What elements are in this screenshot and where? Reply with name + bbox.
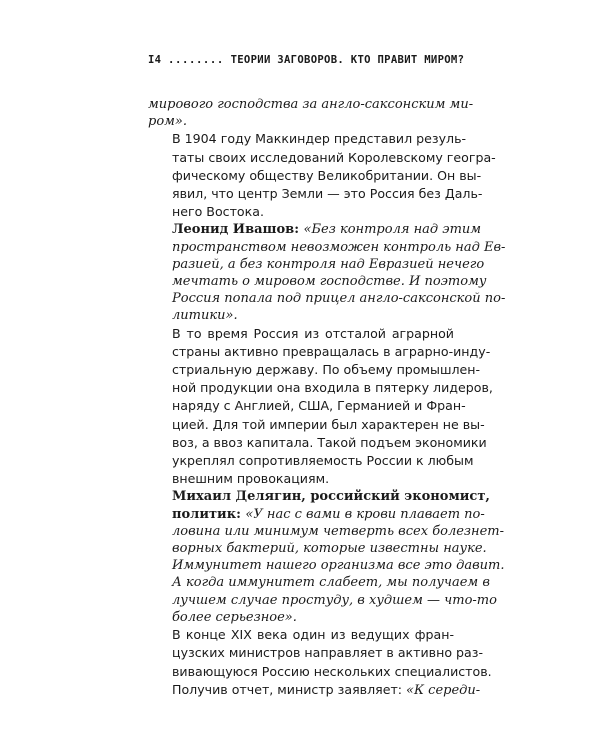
text-line (148, 592, 497, 609)
text-line (148, 307, 454, 324)
text-line (148, 273, 487, 290)
quote-text: ром». (148, 114, 188, 130)
text-line (148, 203, 454, 221)
body-run: внешним провокациям. (172, 471, 330, 487)
quote-text: мирового господства за англо-саксонским ми- (148, 97, 474, 112)
paragraph (148, 221, 506, 324)
body-run: В конце XIX века один из ведущих фран- (172, 627, 454, 643)
text-line (148, 167, 482, 185)
paragraph (148, 130, 496, 221)
body-run: наряду с Англией, США, Германией и Фран- (172, 398, 466, 414)
text-line (148, 452, 474, 470)
text-line (148, 290, 506, 307)
body-run: страны активно превращалась в аграрно-инду- (172, 343, 491, 359)
text-line (148, 470, 454, 488)
text-line (148, 434, 487, 452)
body-run: воз, а ввоз капитала. Такой подъем экономики (172, 434, 487, 450)
text-line (148, 506, 485, 523)
body-run: В 1904 году Маккиндер представил резуль- (172, 131, 467, 147)
text-line (148, 416, 485, 434)
body-run: явил, что центр Земли — это Россия без Даль- (172, 186, 483, 202)
text-line (148, 663, 492, 681)
text-line (148, 96, 474, 113)
text-line (148, 681, 481, 699)
text-line (148, 609, 454, 626)
text-line (148, 239, 506, 256)
page-number: I4 (148, 54, 162, 66)
body-run: стриальную державу. По объему промышлен- (172, 362, 481, 378)
text-line (148, 574, 490, 591)
text-line (148, 379, 493, 397)
paragraph (148, 488, 505, 626)
text-line (148, 256, 485, 273)
body-run: вивающуюся Россию нескольких специалистов. (172, 663, 492, 679)
paragraph (148, 96, 474, 130)
text-line (148, 488, 490, 505)
quote-text: мечтать о мировом господстве. И поэтому (172, 274, 487, 290)
body-run: В то время Россия из отсталой аграрной (172, 325, 454, 341)
paragraph (148, 325, 493, 489)
quote-text: «У нас с вами в крови плавает по- (245, 506, 485, 522)
text-line (148, 361, 481, 379)
quote-text: «К середи- (406, 682, 481, 698)
quote-text: А когда иммунитет слабеет, мы получаем в (172, 575, 490, 591)
text-line (148, 130, 467, 148)
text-line (148, 149, 496, 167)
speaker-name: политик: (172, 506, 246, 522)
body-run: ной продукции она входила в пятерку лидеров, (172, 380, 493, 396)
quote-text: ворных бактерий, которые известны науке. (172, 541, 487, 557)
speaker-name: Михаил Делягин, российский экономист, (172, 489, 490, 505)
text-line (148, 185, 483, 203)
body-run: него Востока. (172, 204, 264, 220)
quote-text: Иммунитет нашего организма все это давит. (172, 558, 505, 574)
body-run: цией. Для той империи был характерен не вы- (172, 416, 485, 432)
quote-text: лучшем случае простуду, в худшем — что-то (172, 592, 497, 608)
quote-text: пространством невозможен контроль над Ев- (172, 239, 506, 255)
body-run: фическому обществу Великобритании. Он вы- (172, 167, 482, 183)
quote-text: разией, а без контроля над Евразией нечего (172, 256, 485, 272)
quote-text: ловина или минимум четверть всех болезнет- (172, 523, 504, 539)
text-line (148, 644, 484, 662)
text-line (148, 540, 487, 557)
body-run: укреплял сопротивляемость России к любым (172, 453, 474, 469)
text-line (148, 343, 491, 361)
text-line (148, 557, 505, 574)
body-run: таты своих исследований Королевскому геогра- (172, 149, 496, 165)
text-line (148, 113, 454, 130)
text-line (148, 325, 454, 343)
speaker-name: Леонид Ивашов: (172, 222, 304, 238)
text-line (148, 626, 454, 644)
paragraph (148, 626, 492, 699)
quote-text: Россия попала под прицел англо-саксонской по- (172, 291, 506, 307)
text-line (148, 221, 482, 238)
text-line (148, 397, 466, 415)
quote-text: более серьезное». (172, 609, 297, 625)
header-leader: ........ (168, 54, 224, 66)
body-run: Получив отчет, министр заявляет: (172, 681, 407, 697)
quote-text: «Без контроля над этим (303, 222, 482, 238)
body-text (148, 96, 506, 699)
running-header (148, 54, 465, 66)
text-line (148, 523, 504, 540)
running-title: ТЕОРИИ ЗАГОВОРОВ. КТО ПРАВИТ МИРОМ? (230, 54, 465, 66)
body-run: цузских министров направляет в активно раз- (172, 645, 484, 661)
quote-text: литики». (172, 308, 238, 324)
